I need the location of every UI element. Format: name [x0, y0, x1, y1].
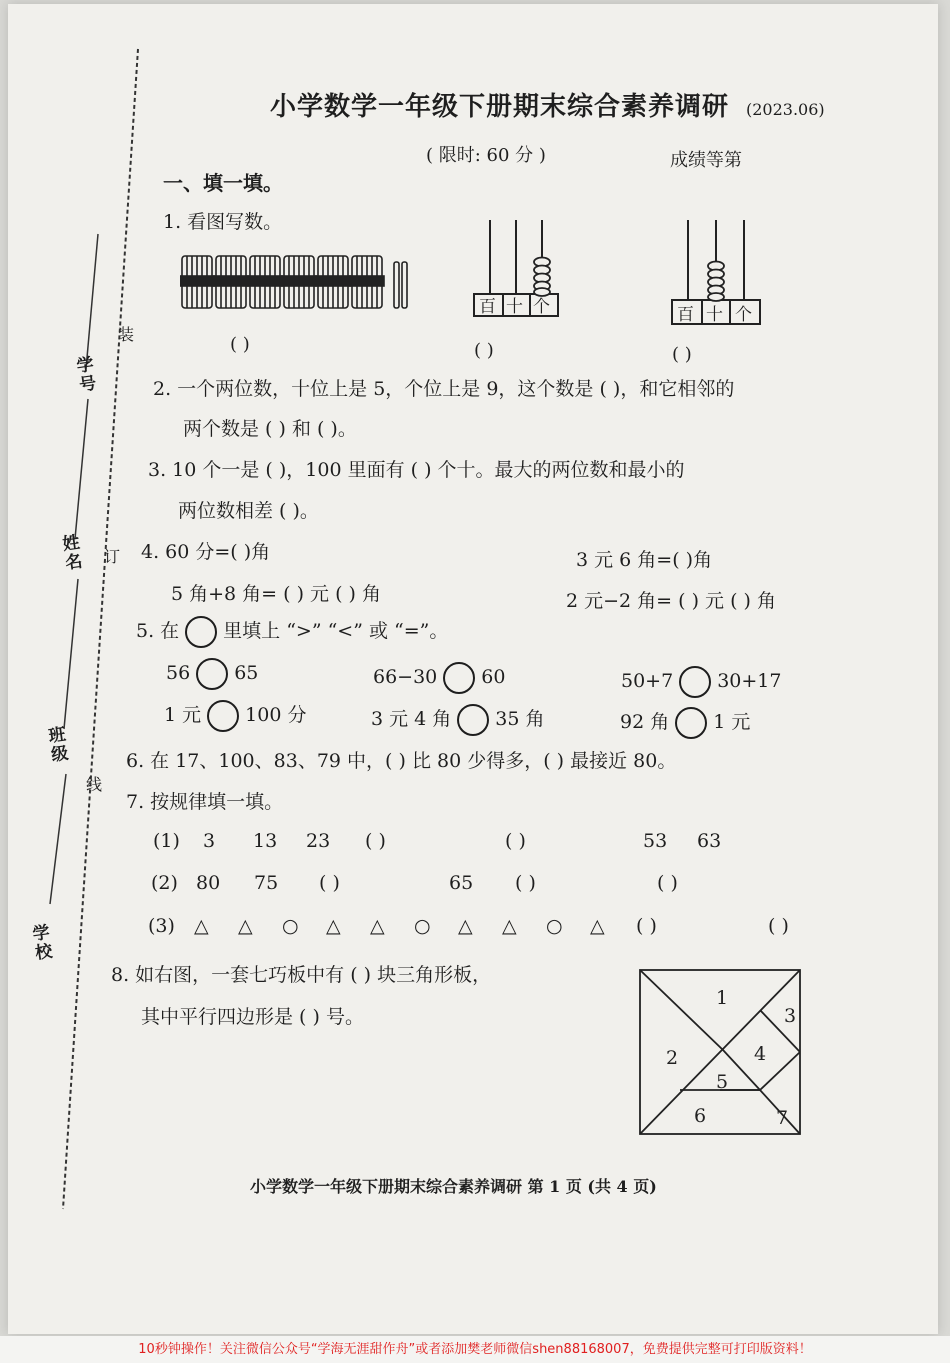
- abacus-1-label-bai: 百: [479, 297, 496, 317]
- watermark-banner: 10秒钟操作！关注微信公众号“学海无涯甜作舟”或者添加樊老师微信shen88168007，免费提供完整可打印版资料！: [0, 1336, 950, 1363]
- compare-circle-input[interactable]: [675, 707, 707, 739]
- sequence-2-blank[interactable]: ( ): [319, 872, 340, 894]
- binding-line: [8, 4, 158, 1334]
- tangram-piece-7: 7: [776, 1107, 789, 1129]
- binding-mark-xian: 线: [86, 775, 103, 794]
- compare-circle-input[interactable]: [207, 700, 239, 732]
- school-label: 学校: [27, 922, 53, 964]
- exam-paper: 学号 姓名 班级 学校 装 订 线 小学数学一年级下册期末综合素养调研 (2023.06) ( 限时: 60 分 ) 成绩等第 一、填一填。 1. 看图写数。 百 十 个 百 十 个 ( ) ( ) ( ) 2. 一个两位数，十位上是 5，个位上是 9，这个数是 ( )，和它相邻的 两个数是 ( ) 和 ( )。 3. 10 个一是 ( )，100 里面有 ( ) 个十。最大的两位数和最小的 两位数相差 ( )。 4. 60 分=( )角 3 元 6 角=( )角 5 角+8 角= ( ) 元 ( ) 角 2 元−2 角= ( ) 元 ( ) 角 5. 在 里填上 “>” “<” 或 “=”。 56 65 66−30 60 50+7 30+17 1 元 100 分 3 元 4 角 35 角 92 角 1 元 6. 在 17、100、83、79 中，( ) 比 80 少得多，( ) 最接近 80。 7. 按规律填一填。 (1) 3 13 23 ( ) ( ) 53 63 (2) 80 75 ( ) 65 ( ) ( ) (3) △ △ ○ △ △ ○ △ △ ○ △ ( ) ( ) 8. 如右图，一套七巧板中有 ( ) 块三角形板， 其中平行四边形是 ( ) 号。 1 2 3 4 5 6 7 小学数学一年级下册期末综合素养调研 第 1 页 (共 4 页): [8, 4, 938, 1334]
- abacus-2-label-shi: 十: [706, 305, 723, 325]
- compare-circle-input[interactable]: [679, 666, 711, 698]
- q1-answer-blank-1[interactable]: ( ): [230, 334, 250, 355]
- question-5-post: 里填上 “>” “<” 或 “=”。: [223, 620, 449, 642]
- page-footer: 小学数学一年级下册期末综合素养调研 第 1 页 (共 4 页): [250, 1177, 657, 1196]
- question-4-part-a: 4. 60 分=( )角: [141, 541, 271, 563]
- abacus-1-label-ge: 个: [533, 297, 550, 317]
- question-5-text: [136, 616, 448, 648]
- student-id-label: 学号: [71, 354, 97, 396]
- q1-answer-blank-2[interactable]: ( ): [474, 340, 494, 361]
- binding-mark-ding: 订: [104, 547, 121, 566]
- tangram-piece-6: 6: [694, 1105, 707, 1127]
- abacus-2-label-bai: 百: [677, 305, 694, 325]
- sequence-1-blank[interactable]: ( ): [365, 830, 386, 852]
- question-2-line-1: 2. 一个两位数，十位上是 5，个位上是 9，这个数是 ( )，和它相邻的: [153, 378, 735, 400]
- exam-title: 小学数学一年级下册期末综合素养调研: [270, 92, 730, 122]
- q1-answer-blank-3[interactable]: ( ): [672, 344, 692, 365]
- compare-row-1-b: 66−30 60: [373, 662, 505, 694]
- question-3-line-1: 3. 10 个一是 ( )，100 里面有 ( ) 个十。最大的两位数和最小的: [148, 459, 685, 481]
- question-1-text: 1. 看图写数。: [163, 211, 283, 233]
- sequence-2-blank[interactable]: ( ): [515, 872, 536, 894]
- class-label: 班级: [43, 724, 69, 766]
- tangram-piece-4: 4: [754, 1043, 767, 1065]
- question-7-text: 7. 按规律填一填。: [126, 791, 284, 813]
- compare-circle-input[interactable]: [196, 658, 228, 690]
- compare-row-2-c: 92 角 1 元: [620, 707, 750, 739]
- time-limit: ( 限时: 60 分 ): [426, 145, 546, 166]
- tangram-piece-5: 5: [716, 1071, 729, 1093]
- question-6-text: 6. 在 17、100、83、79 中，( ) 比 80 少得多，( ) 最接近 80。: [126, 750, 677, 772]
- abacus-2-label-ge: 个: [735, 305, 752, 325]
- compare-circle-input[interactable]: [457, 704, 489, 736]
- question-2-line-2: 两个数是 ( ) 和 ( )。: [183, 418, 357, 440]
- abacus-2: [668, 214, 764, 326]
- question-4-part-c: 5 角+8 角= ( ) 元 ( ) 角: [171, 583, 381, 605]
- exam-date: (2023.06): [746, 100, 825, 119]
- abacus-1-label-shi: 十: [506, 297, 523, 317]
- sequence-3-blank[interactable]: ( ): [768, 915, 789, 937]
- tangram-figure: [636, 966, 806, 1140]
- question-4-part-b: 3 元 6 角=( )角: [576, 549, 713, 571]
- question-8-line-1: 8. 如右图，一套七巧板中有 ( ) 块三角形板，: [111, 964, 492, 986]
- question-8-line-2: 其中平行四边形是 ( ) 号。: [141, 1006, 364, 1028]
- sequence-2-blank[interactable]: ( ): [657, 872, 678, 894]
- section-heading: 一、填一填。: [163, 171, 283, 195]
- binding-mark-zhuang: 装: [118, 325, 135, 344]
- sequence-1-blank[interactable]: ( ): [505, 830, 526, 852]
- compare-row-2-a: 1 元 100 分: [164, 700, 306, 732]
- abacus-1: [470, 214, 562, 320]
- stick-bundles-figure: [180, 252, 420, 314]
- compare-circle-input[interactable]: [443, 662, 475, 694]
- question-5-pre: 5. 在: [136, 620, 180, 642]
- grade-label: 成绩等第: [670, 150, 742, 171]
- name-label: 姓名: [57, 532, 83, 574]
- tangram-piece-3: 3: [784, 1005, 797, 1027]
- sequence-3-blank[interactable]: ( ): [636, 915, 657, 937]
- tangram-piece-1: 1: [716, 987, 729, 1009]
- compare-circle-icon: [185, 616, 217, 648]
- question-4-part-d: 2 元−2 角= ( ) 元 ( ) 角: [566, 590, 776, 612]
- compare-row-2-b: 3 元 4 角 35 角: [371, 704, 545, 736]
- compare-row-1-c: 50+7 30+17: [621, 666, 781, 698]
- tangram-piece-2: 2: [666, 1047, 679, 1069]
- compare-row-1-a: 56 65: [166, 658, 258, 690]
- question-3-line-2: 两位数相差 ( )。: [178, 500, 319, 522]
